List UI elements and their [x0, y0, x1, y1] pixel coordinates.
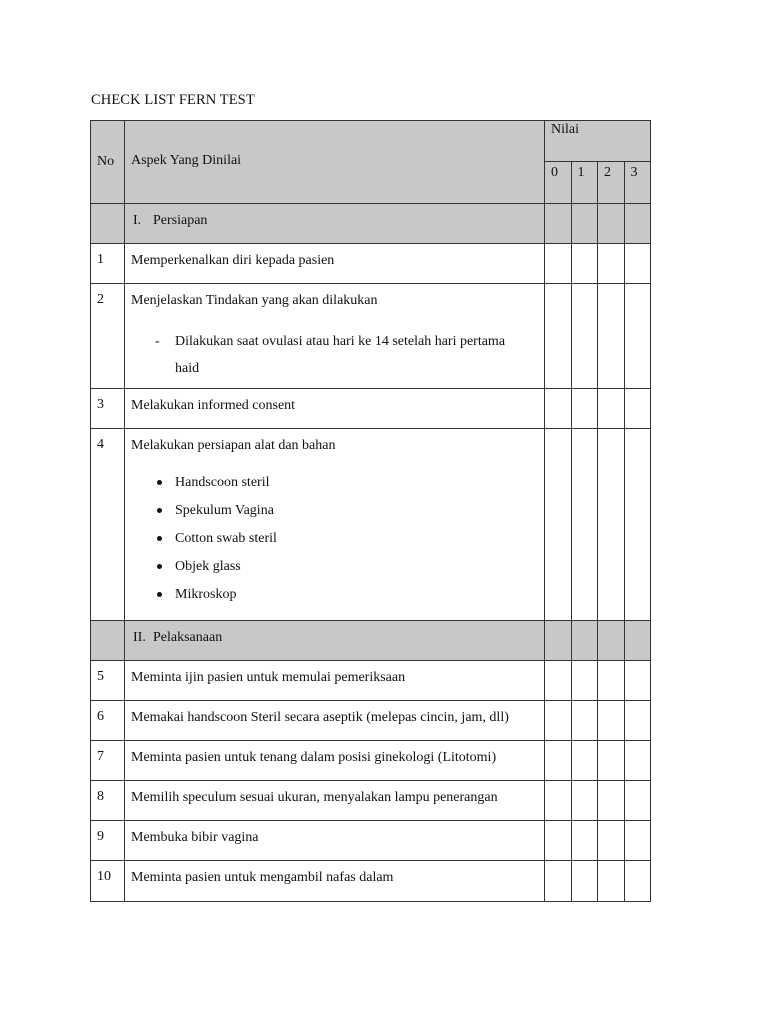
header-score-1: 1 — [571, 162, 598, 204]
score-cell-3[interactable] — [624, 781, 651, 821]
row-aspek: Melakukan informed consent — [125, 389, 545, 429]
header-score-0: 0 — [545, 162, 572, 204]
score-cell-3[interactable] — [624, 389, 651, 429]
score-cell-2[interactable] — [598, 661, 625, 701]
bullet-icon — [157, 508, 162, 513]
score-cell-0[interactable] — [545, 284, 572, 389]
header-nilai: Nilai — [545, 121, 651, 162]
row-aspek: Memakai handscoon Steril secara aseptik (melepas cincin, jam, dll) — [125, 701, 545, 741]
document-title: CHECK LIST FERN TEST — [91, 92, 255, 108]
row-no: 8 — [91, 781, 125, 821]
bullet-icon — [157, 480, 162, 485]
table-row — [91, 861, 651, 902]
bullet-icon — [157, 564, 162, 569]
score-cell-2[interactable] — [598, 701, 625, 741]
bullet-icon — [157, 592, 162, 597]
row-no: 9 — [91, 821, 125, 861]
score-cell-2[interactable] — [598, 781, 625, 821]
score-cell-2[interactable] — [598, 821, 625, 861]
score-cell-1[interactable] — [571, 389, 598, 429]
score-cell-0[interactable] — [545, 389, 572, 429]
header-no: No — [91, 121, 125, 204]
score-cell-2[interactable] — [598, 244, 625, 284]
score-cell-1[interactable] — [571, 781, 598, 821]
section-title: I. Persiapan — [125, 204, 545, 244]
table-row — [91, 284, 651, 389]
list-item: - Dilakukan saat ovulasi atau hari ke 14 setelah hari pertama haid — [155, 334, 506, 377]
list-item: Handscoon steril — [131, 469, 538, 497]
row-aspek: Memilih speculum sesuai ukuran, menyalakan lampu penerangan — [125, 781, 545, 821]
score-cell-2[interactable] — [598, 284, 625, 389]
row-aspek: Membuka bibir vagina — [125, 821, 545, 861]
header-aspek: Aspek Yang Dinilai — [125, 121, 545, 204]
header-row — [91, 121, 651, 162]
score-cell-0[interactable] — [545, 821, 572, 861]
row-no: 4 — [91, 429, 125, 621]
score-cell-0[interactable] — [545, 861, 572, 902]
table-row — [91, 701, 651, 741]
score-cell-0[interactable] — [545, 429, 572, 621]
score-cell-0[interactable] — [545, 741, 572, 781]
sub-item-list — [131, 469, 538, 609]
table-row — [91, 429, 651, 621]
list-item: Mikroskop — [131, 581, 538, 609]
score-cell-1[interactable] — [571, 661, 598, 701]
row-no: 6 — [91, 701, 125, 741]
sub-item-list — [131, 328, 538, 382]
row-no: 7 — [91, 741, 125, 781]
row-no: 2 — [91, 284, 125, 389]
score-cell-3[interactable] — [624, 701, 651, 741]
table-row — [91, 389, 651, 429]
score-cell-3[interactable] — [624, 244, 651, 284]
header-score-2: 2 — [598, 162, 625, 204]
section-title: II. Pelaksanaan — [125, 621, 545, 661]
score-cell-1[interactable] — [571, 244, 598, 284]
score-cell-2[interactable] — [598, 389, 625, 429]
score-cell-1[interactable] — [571, 284, 598, 389]
checklist-table — [90, 120, 651, 902]
score-cell-2[interactable] — [598, 861, 625, 902]
score-cell-2[interactable] — [598, 741, 625, 781]
bullet-icon — [157, 536, 162, 541]
score-cell-1[interactable] — [571, 821, 598, 861]
score-cell-3[interactable] — [624, 821, 651, 861]
score-cell-3[interactable] — [624, 741, 651, 781]
row-no: 10 — [91, 861, 125, 902]
score-cell-3[interactable] — [624, 861, 651, 902]
section-row-pelaksanaan — [91, 621, 651, 661]
score-cell-0[interactable] — [545, 781, 572, 821]
score-cell-1[interactable] — [571, 429, 598, 621]
list-item: Spekulum Vagina — [131, 497, 538, 525]
score-cell-0[interactable] — [545, 244, 572, 284]
score-cell-1[interactable] — [571, 861, 598, 902]
score-cell-2[interactable] — [598, 429, 625, 621]
section-row-persiapan — [91, 204, 651, 244]
row-no: 3 — [91, 389, 125, 429]
row-aspek: Memperkenalkan diri kepada pasien — [125, 244, 545, 284]
row-aspek: Melakukan persiapan alat dan bahan Handscoon steril Spekulum Vagina Cotton swab steril Objek glass Mikroskop — [125, 429, 545, 621]
table-row — [91, 821, 651, 861]
row-aspek: Meminta pasien untuk mengambil nafas dalam — [125, 861, 545, 902]
row-aspek: Meminta ijin pasien untuk memulai pemeriksaan — [125, 661, 545, 701]
score-cell-3[interactable] — [624, 429, 651, 621]
header-score-3: 3 — [624, 162, 651, 204]
score-cell-3[interactable] — [624, 661, 651, 701]
score-cell-0[interactable] — [545, 661, 572, 701]
row-aspek: Meminta pasien untuk tenang dalam posisi ginekologi (Litotomi) — [125, 741, 545, 781]
score-cell-0[interactable] — [545, 701, 572, 741]
list-item: Objek glass — [131, 553, 538, 581]
table-row — [91, 741, 651, 781]
row-no: 5 — [91, 661, 125, 701]
row-no: 1 — [91, 244, 125, 284]
table-row — [91, 244, 651, 284]
score-cell-1[interactable] — [571, 701, 598, 741]
row-aspek: Menjelaskan Tindakan yang akan dilakukan - Dilakukan saat ovulasi atau hari ke 14 setelah hari pertama haid — [125, 284, 545, 389]
score-cell-3[interactable] — [624, 284, 651, 389]
table-row — [91, 781, 651, 821]
table-row — [91, 661, 651, 701]
score-cell-1[interactable] — [571, 741, 598, 781]
list-item: Cotton swab steril — [131, 525, 538, 553]
